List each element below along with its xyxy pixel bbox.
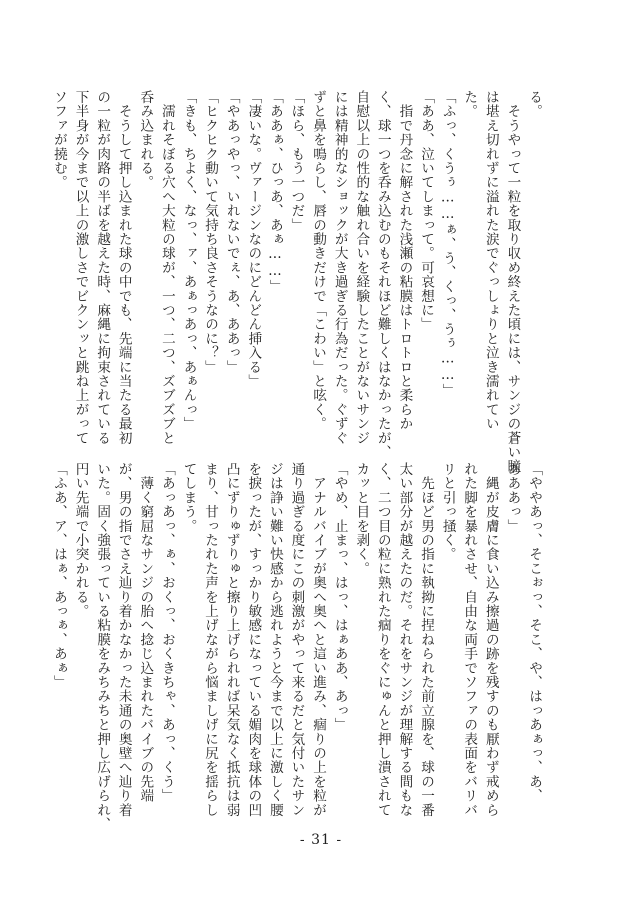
text-column: リと引っ掻く。 [439,462,456,562]
text-column: 「ややあっ、そこぉっ、そこ、や、はっあぁっ、あ、 [526,462,542,803]
text-column: た。 [461,90,478,119]
page-number: - 31 - [299,832,343,848]
text-column: 「ふっ、くうぅ……ぁ、う、くっ、うぅ……」 [439,90,456,398]
bottom-text-block [50,462,544,832]
text-column: 「あっあっ、ぁ、おくっ、おくきちゃ、あっ、くう」 [158,462,175,803]
text-column: 円い先端で小突かれる。 [72,462,89,619]
text-column: ジは諍い難い快感から逃れようと今まで以上に激しく腰 [266,462,283,817]
text-column: いた。固く強張っている粘膜をみちみちと押し広げられ、 [94,462,111,832]
text-column: には精神的なショックが大き過ぎる行為だった。ぐずぐ [331,90,348,445]
text-column: く、球一つを呑み込むのもそれほど難しくはなかったが、 [374,90,391,460]
text-column: 「ああぁ、ひっあ、あぁ……」 [266,90,283,294]
text-column: 薄く窮屈なサンジの胎へ捻じ込まれたバイブの先端 [137,462,154,803]
text-column: の一粒が肉路の半ばを越えた時、麻縄に拘束されている [94,90,111,445]
text-column: ソファが撓む。 [50,90,67,190]
text-column: 太い部分が越えたのだ。それをサンジが理解する間もな [396,462,413,817]
text-column: あああっ」 [504,462,521,533]
text-column: 凸にずりゅずりゅと擦り上げられれば呆気なく抵抗は弱 [223,462,240,817]
text-column: まり、甘ったれた声を上げながら悩ましげに尻を揺らし [202,462,219,817]
text-column: を捩ったが、すっかり敏感になっている媚肉を球体の凹 [245,462,262,817]
text-column: 下半身が今まで以上の激しさでビクンッと跳ね上がって [72,90,89,445]
text-column: 縄が皮膚に食い込み擦過の跡を残すのも厭わず戒めら [482,462,499,817]
text-column: 「ああ、泣いてしまって。可哀想に」 [418,90,435,332]
text-column: そうして押し込まれた球の中でも、先端に当たる最初 [115,90,132,445]
text-column: 呑み込まれる。 [137,90,154,190]
text-column: 指で丹念に解された浅瀬の粘膜はトロトロと柔らか [396,90,413,431]
text-column: ずと鼻を鳴らし、唇の動きだけで「こわい」と呟く。 [310,90,327,431]
text-column: 「ふあ、ア、はぁ、あっぁ、あぁ」 [50,462,67,690]
text-column: 通り過ぎる度にこの刺激がやって来るだと気付いたサン [288,462,305,817]
text-column: 「ヒクヒク動いて気持ち良さそうなのに？」 [202,90,219,374]
text-column: カッと目を剥く。 [353,462,370,576]
text-column: 濡れそぼる穴へ大粒の球が、一つ、二つ、ズブズブと [158,90,175,445]
text-column: 「凄いな。ヴァージンなのにどんどん挿入る」 [245,90,262,389]
text-column: 「ほら、もう一つだ」 [288,90,305,232]
text-column: は堪え切れずに溢れた涙でぐっしょりと泣き濡れてい [482,90,499,431]
text-column: る。 [526,90,542,119]
text-column: 「やあっやっ、いれないでぇ、あ、ああっ」 [223,90,240,374]
text-column: 先ほど男の指に執拗に捏ねられた前立腺を、球の一番 [418,462,435,817]
text-column: が、男の指でさえ辿り着かなかった未通の奥壁へ辿り着 [115,462,132,817]
text-column: アナルバイブが奥へ奥へと這い進み、痼りの上を粒が [310,462,327,817]
text-column: く、二つ目の粒に熟れた痼りをぐにゅんと押し潰されて [374,462,391,817]
text-column: そうやって一粒を取り収め終えた頃には、サンジの蒼い瞳 [504,90,521,474]
top-text-block [50,90,544,474]
text-column: 「きも、ちよく、なっ、ァ、あぁっあっ、あぁんっ」 [180,90,197,431]
text-column: 自慰以上の性的な触れ合いを経験したことがないサンジ [353,90,370,445]
text-column: てしまう。 [180,462,197,533]
text-column: 「やめ、止まっ、はっ、はぁああ、あっ」 [331,462,348,732]
text-column: れた脚を暴れさせ、自由な両手でソファの表面をバリバ [461,462,478,817]
